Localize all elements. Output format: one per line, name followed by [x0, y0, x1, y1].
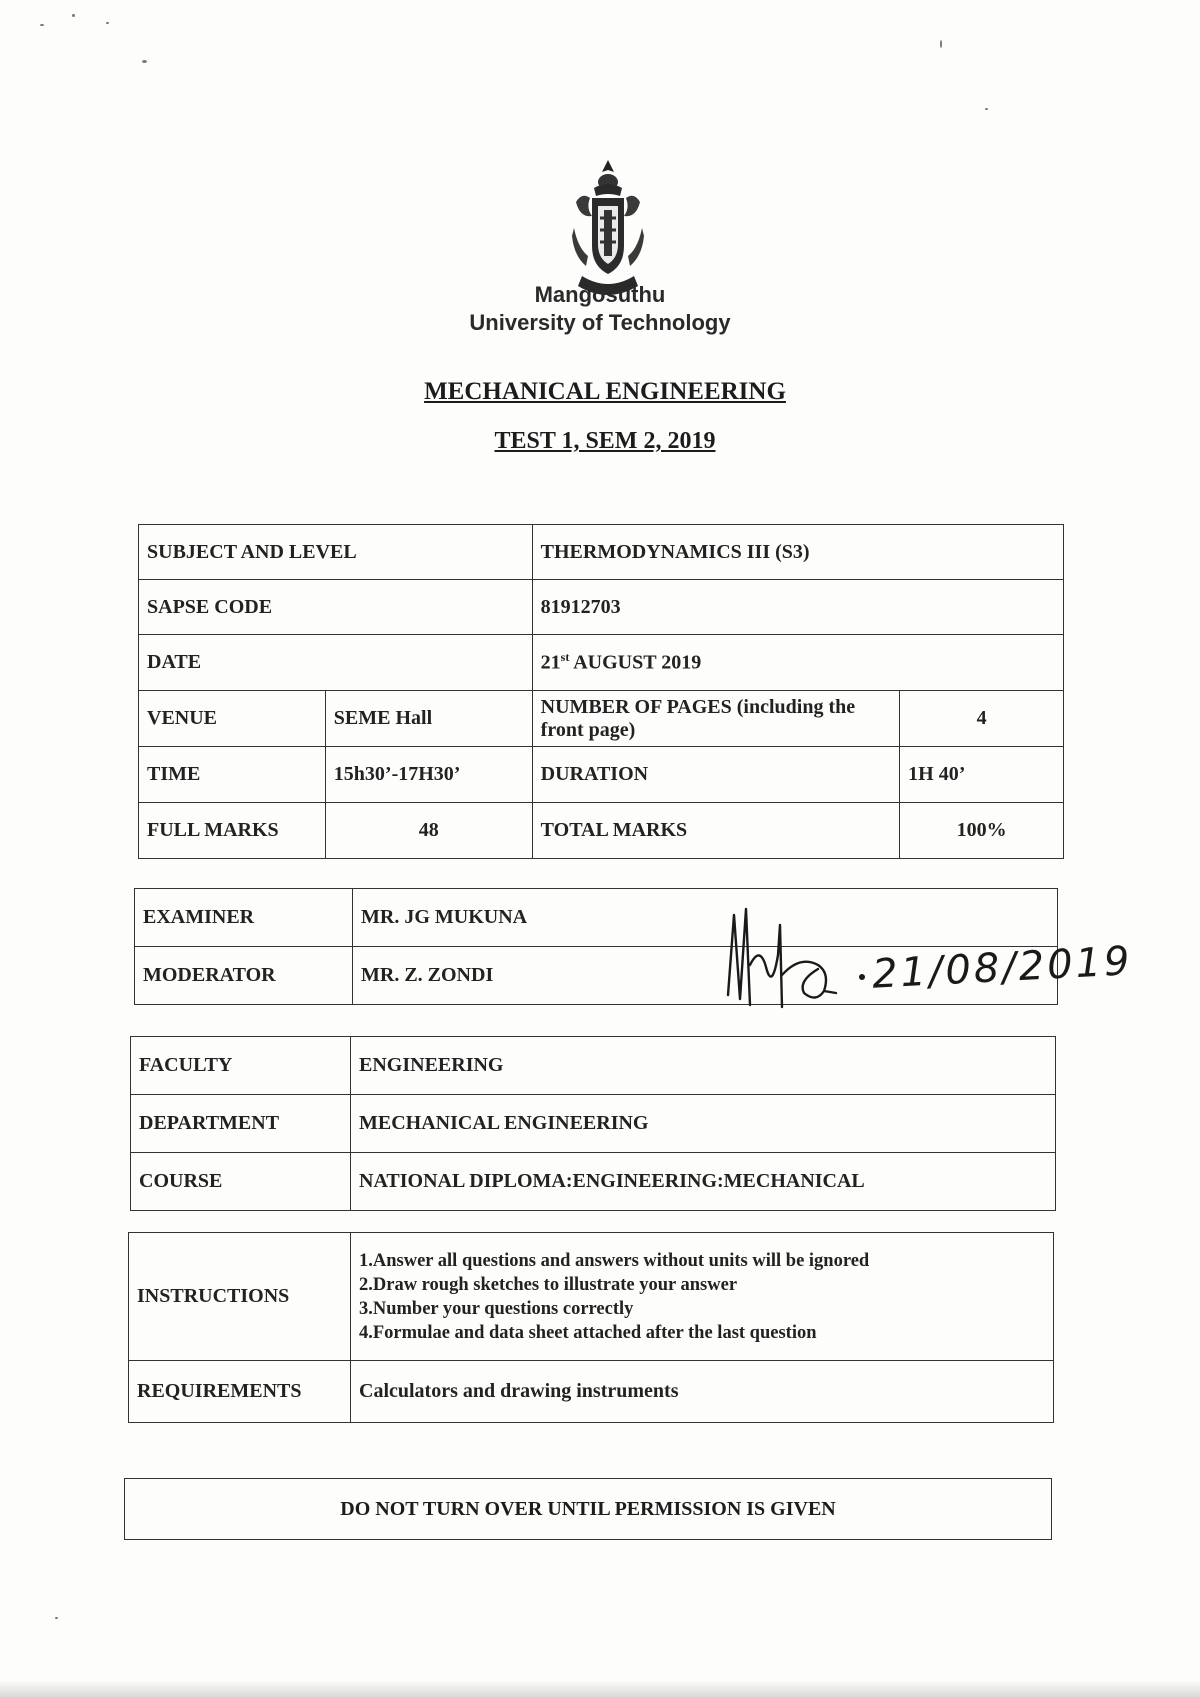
sapse-code-label: SAPSE CODE: [139, 580, 533, 635]
total-marks-value: 100%: [900, 803, 1064, 859]
venue-label: VENUE: [139, 691, 326, 747]
full-marks-label: FULL MARKS: [139, 803, 326, 859]
test-heading: TEST 1, SEM 2, 2019: [494, 428, 716, 454]
list-item: 4.Formulae and data sheet attached after the last question: [359, 1322, 817, 1343]
time-value: 15h30’-17H30’: [325, 747, 532, 803]
duration-label: DURATION: [532, 747, 900, 803]
table-row: [139, 580, 1064, 635]
examiner-label: EXAMINER: [135, 889, 353, 947]
moderator-label: MODERATOR: [135, 947, 353, 1005]
table-row: [139, 803, 1064, 859]
scan-speck: [55, 1617, 58, 1619]
scan-speck: [940, 40, 942, 48]
subject-label: SUBJECT AND LEVEL: [139, 525, 533, 580]
requirements-value: Calculators and drawing instruments: [351, 1361, 1054, 1423]
total-marks-label: TOTAL MARKS: [532, 803, 900, 859]
faculty-value: ENGINEERING: [351, 1037, 1056, 1095]
department-label: DEPARTMENT: [131, 1095, 351, 1153]
faculty-table: [130, 1036, 1056, 1211]
instructions-table: [128, 1232, 1054, 1423]
course-value: NATIONAL DIPLOMA:ENGINEERING:MECHANICAL: [351, 1153, 1056, 1211]
list-item: 3.Number your questions correctly: [359, 1298, 634, 1319]
number-of-pages-value: 4: [900, 691, 1064, 747]
moderator-value: MR. Z. ZONDI: [353, 947, 1058, 1005]
list-item: 1.Answer all questions and answers without units will be ignored: [359, 1250, 870, 1271]
table-row: [139, 525, 1064, 580]
date-value: [532, 635, 1063, 691]
venue-value: SEME Hall: [325, 691, 532, 747]
date-day: 21: [540, 651, 561, 674]
scan-speck: [106, 22, 109, 24]
moderator-signature: [720, 895, 1134, 1030]
table-row: [139, 691, 1064, 747]
course-label: COURSE: [131, 1153, 351, 1211]
date-suffix: st: [560, 650, 570, 665]
table-row: [129, 1361, 1054, 1423]
table-row: [131, 1095, 1056, 1153]
sapse-code-value: 81912703: [532, 580, 1063, 635]
university-name-line1: Mangosuthu: [534, 282, 666, 307]
date-rest: AUGUST 2019: [569, 651, 702, 674]
scan-speck: [72, 14, 75, 17]
number-of-pages-label: NUMBER OF PAGES (including the front page): [532, 691, 900, 747]
table-row: [139, 747, 1064, 803]
table-row: [139, 635, 1064, 691]
scan-speck: [40, 24, 44, 26]
table-row: [131, 1153, 1056, 1211]
university-name-line2: University of Technology: [469, 310, 731, 335]
requirements-label: REQUIREMENTS: [129, 1361, 351, 1423]
do-not-turn-over-notice: DO NOT TURN OVER UNTIL PERMISSION IS GIVEN: [124, 1478, 1052, 1540]
table-row: [131, 1037, 1056, 1095]
scan-speck: [985, 108, 988, 110]
examiner-value: MR. JG MUKUNA: [353, 889, 1058, 947]
faculty-label: FACULTY: [131, 1037, 351, 1095]
instructions-list: [351, 1233, 1054, 1361]
subject-value: THERMODYNAMICS III (S3): [532, 525, 1063, 580]
list-item: 2.Draw rough sketches to illustrate your answer: [359, 1274, 738, 1295]
date-label: DATE: [139, 635, 533, 691]
department-value: MECHANICAL ENGINEERING: [351, 1095, 1056, 1153]
duration-value: 1H 40’: [900, 747, 1064, 803]
signature-date: 21/08/2019: [870, 938, 1134, 998]
full-marks-value: 48: [325, 803, 532, 859]
scan-edge-shadow: [0, 1680, 1200, 1697]
exam-details-table: [138, 524, 1064, 859]
table-row: [129, 1233, 1054, 1361]
instructions-label: INSTRUCTIONS: [129, 1233, 351, 1361]
scan-speck: [142, 60, 147, 63]
department-heading: MECHANICAL ENGINEERING: [424, 378, 786, 405]
time-label: TIME: [139, 747, 326, 803]
